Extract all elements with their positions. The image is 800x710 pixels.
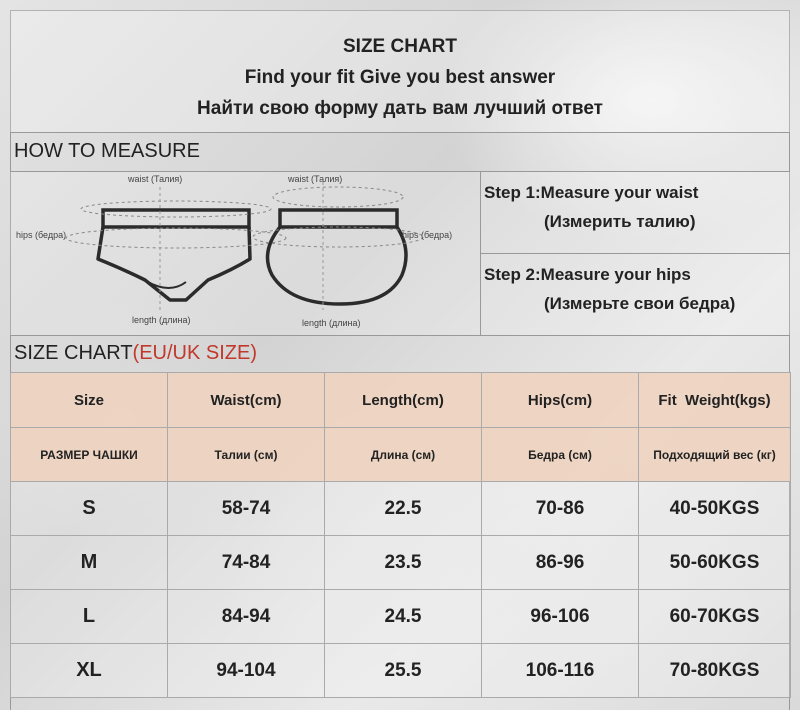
- step-label-russian: (Измерьте свои бедра): [544, 294, 736, 313]
- step-label: Step 2:Measure your hips: [484, 265, 691, 284]
- briefs-illustration: [10, 172, 481, 336]
- size-chart-heading-main: SIZE CHART: [14, 342, 133, 364]
- hips-cell: 106-116: [482, 644, 639, 698]
- column-header-weight-ru: Подходящий вес (кг): [639, 428, 791, 482]
- table-row: [11, 644, 791, 698]
- length-cell: 22.5: [325, 482, 482, 536]
- column-header-hips: Hips(cm): [482, 373, 639, 428]
- column-header-length: Length(cm): [325, 373, 482, 428]
- size-cell: L: [11, 590, 168, 644]
- size-table: [10, 372, 791, 698]
- waist-cell: 58-74: [168, 482, 325, 536]
- briefs-front-icon: [66, 187, 286, 310]
- how-to-measure-heading: HOW TO MEASURE: [14, 140, 200, 162]
- column-header-size-ru: РАЗМЕР ЧАШКИ: [11, 428, 168, 482]
- length-cell: 24.5: [325, 590, 482, 644]
- size-chart-heading-region: (EU/UK SIZE): [132, 342, 257, 364]
- subtitle-english: Find your fit Give you best answer: [244, 67, 556, 88]
- column-header-weight: Fit Weight(kgs): [639, 373, 791, 428]
- table-row: [11, 536, 791, 590]
- hips-cell: 70-86: [482, 482, 639, 536]
- table-header-row-russian: [11, 428, 791, 482]
- weight-cell: 40-50KGS: [639, 482, 791, 536]
- column-header-waist: Waist(cm): [168, 373, 325, 428]
- weight-cell: 60-70KGS: [639, 590, 791, 644]
- weight-cell: 50-60KGS: [639, 536, 791, 590]
- briefs-back-icon: [253, 182, 423, 310]
- hips-label-front: hips (бедра): [16, 230, 67, 240]
- hips-label-back: hips (бедра): [402, 230, 453, 240]
- column-header-hips-ru: Бедра (см): [482, 428, 639, 482]
- step-label: Step 1:Measure your waist: [484, 183, 699, 202]
- title-block: [10, 10, 790, 133]
- size-cell: M: [11, 536, 168, 590]
- table-row: [11, 590, 791, 644]
- column-header-waist-ru: Талии (см): [168, 428, 325, 482]
- table-header-row: [11, 373, 791, 428]
- page-title: SIZE CHART: [343, 36, 457, 57]
- length-cell: 23.5: [325, 536, 482, 590]
- weight-cell: 70-80KGS: [639, 644, 791, 698]
- table-row: [11, 482, 791, 536]
- waist-label-back: waist (Талия): [288, 174, 343, 184]
- size-cell: S: [11, 482, 168, 536]
- waist-cell: 74-84: [168, 536, 325, 590]
- waist-cell: 84-94: [168, 590, 325, 644]
- length-cell: 25.5: [325, 644, 482, 698]
- hips-cell: 86-96: [482, 536, 639, 590]
- step-measure-waist: [481, 172, 790, 254]
- length-label-back: length (длина): [302, 318, 361, 328]
- subtitle-russian: Найти свою форму дать вам лучший ответ: [197, 98, 603, 119]
- column-header-size: Size: [11, 373, 168, 428]
- waist-cell: 94-104: [168, 644, 325, 698]
- column-header-length-ru: Длина (см): [325, 428, 482, 482]
- measure-diagram: [10, 172, 481, 336]
- waist-label-front: waist (Талия): [128, 174, 183, 184]
- size-cell: XL: [11, 644, 168, 698]
- step-label-russian: (Измерить талию): [544, 212, 696, 231]
- size-chart-heading: [14, 342, 257, 365]
- step-measure-hips: [481, 254, 790, 336]
- length-label-front: length (длина): [132, 315, 191, 325]
- hips-cell: 96-106: [482, 590, 639, 644]
